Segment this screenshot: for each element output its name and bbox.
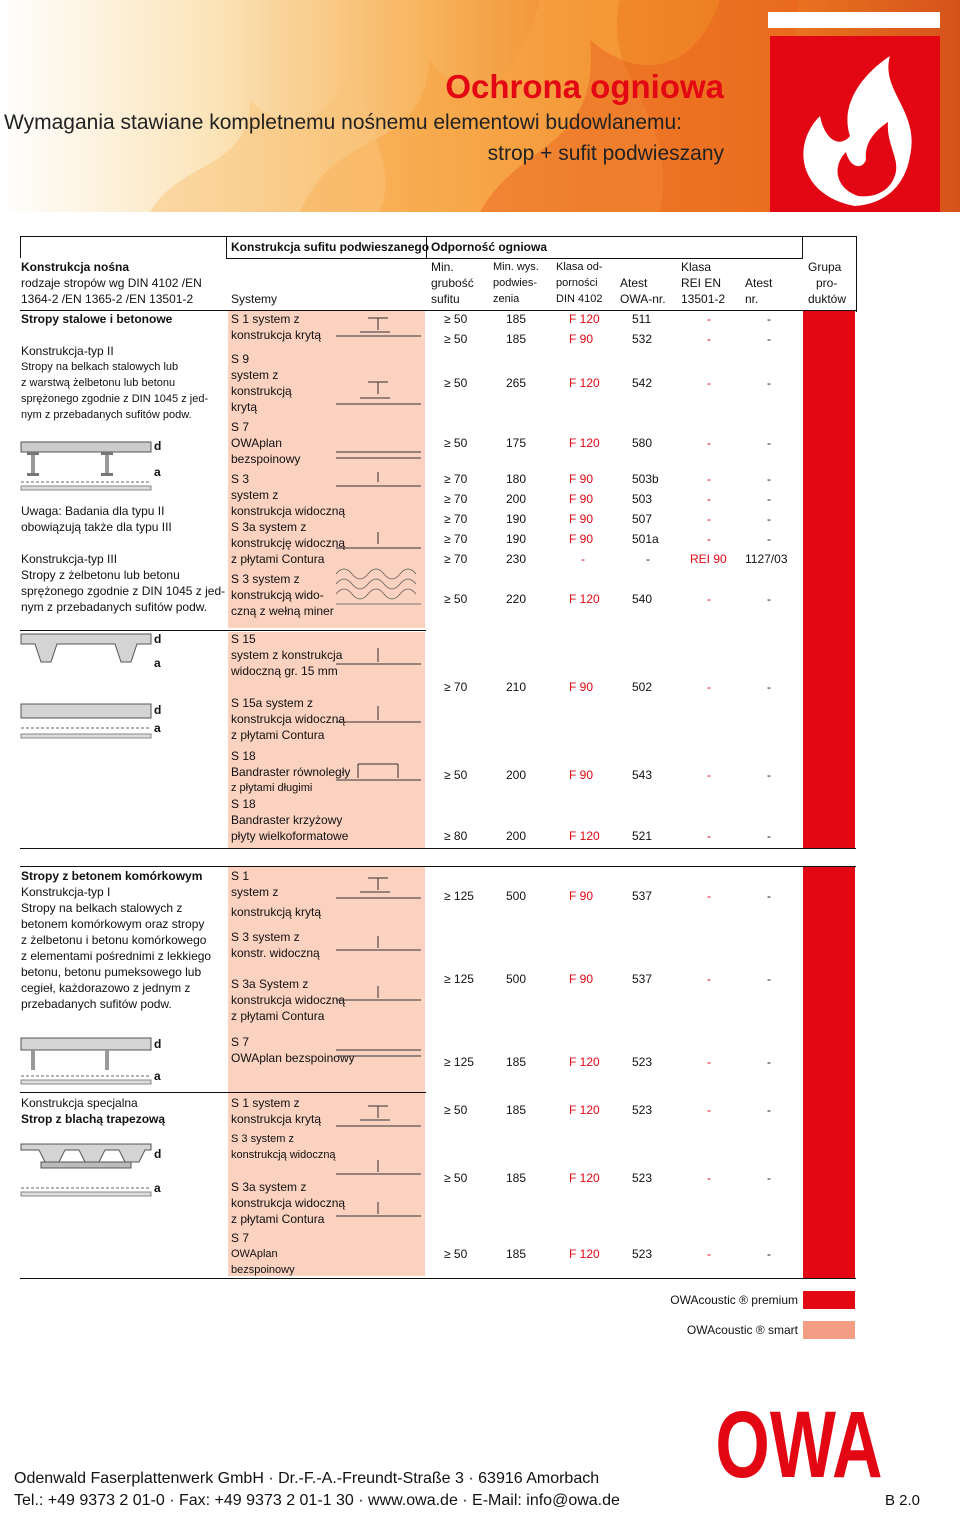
dim-label-a-4: a	[154, 1069, 161, 1083]
product-group-bar-2	[803, 866, 855, 1278]
header-min-height-1: Min. wys.	[493, 261, 539, 273]
s1-row-11-nr: -	[767, 768, 771, 782]
s3-row-0-owa: 523	[632, 1103, 653, 1117]
s1-row-7-min: ≥ 70	[444, 532, 468, 546]
dim-label-a-2: a	[154, 656, 161, 670]
s1-row-5-min: ≥ 70	[444, 492, 468, 506]
s1-row-12-min: ≥ 80	[444, 829, 468, 843]
s1-row-0-min: ≥ 50	[444, 312, 468, 326]
s1-row-8-din: -	[581, 552, 585, 566]
s1-row-5-din: F 90	[569, 492, 594, 506]
s1-row-0-nr: -	[767, 312, 771, 326]
header-atest-nr-1: Atest	[745, 276, 773, 290]
s1-row-4-min: ≥ 70	[444, 472, 468, 486]
col-divider-3	[802, 236, 803, 258]
header-atest-nr-2: nr.	[745, 292, 759, 306]
footer-address: Odenwald Faserplattenwerk GmbH · Dr.-F.-A.-Freundt-Straße 3 · 63916 Amorbach	[14, 1470, 600, 1487]
footer-contact: Tel.: +49 9373 2 01-0 · Fax: +49 9373 2 01-1 30 · www.owa.de · E-Mail: info@owa.de	[14, 1492, 620, 1509]
s1-row-9-din: F 120	[569, 592, 600, 606]
trapezoid-deck-sketch	[21, 1140, 151, 1200]
s1-row-8-h: 230	[506, 552, 527, 566]
section2-desc-3: z żelbetonu i betonu komórkowego	[21, 933, 207, 947]
s1-sys3-l1: system z	[231, 488, 279, 502]
s2-sys2-l2: z płytami Contura	[231, 1009, 325, 1023]
col-divider-1	[226, 236, 227, 258]
s3-sys2-l1: konstrukcja widoczną	[231, 1196, 346, 1210]
s1-row-10-rei: -	[707, 680, 711, 694]
s1-row-12-nr: -	[767, 829, 771, 843]
header-class-din-3: DIN 4102	[556, 293, 603, 305]
s1-sys1-l2: konstrukcją	[231, 384, 292, 398]
s1-row-12-din: F 120	[569, 829, 600, 843]
s1-sys3-l2: konstrukcja widoczną	[231, 504, 346, 518]
s3-row-1-nr: -	[767, 1171, 771, 1185]
s1-row-10-din: F 90	[569, 680, 594, 694]
s1-row-5-rei: -	[707, 492, 711, 506]
s3-row-2-nr: -	[767, 1247, 771, 1261]
s1-row-2-din: F 120	[569, 376, 600, 390]
s1-row-8-min: ≥ 70	[444, 552, 468, 566]
s3-sys2-l2: z płytami Contura	[231, 1212, 325, 1226]
header-col2-group: Konstrukcja sufitu podwieszanego	[231, 240, 430, 254]
s1-row-7-owa: 501a	[632, 532, 659, 546]
s1-row-1-nr: -	[767, 332, 771, 346]
s2-row-2-rei: -	[707, 1055, 711, 1069]
s1-sys8-l0: S 18	[231, 749, 256, 763]
s3-row-1-din: F 120	[569, 1171, 600, 1185]
s1-sys7-l1: konstrukcja widoczną	[231, 712, 346, 726]
section1-desc2-1: Stropy z żelbetonu lub betonu	[21, 568, 180, 582]
s3-sys3-l2: bezspoinowy	[231, 1264, 295, 1276]
s1-row-3-din: F 120	[569, 436, 600, 450]
s1-row-11-h: 200	[506, 768, 527, 782]
header-class-din-2: porności	[556, 277, 598, 289]
page-number: B 2.0	[884, 1492, 920, 1509]
s1-sys2-l1: OWAplan	[231, 436, 282, 450]
s2-sys3-l0: S 7	[231, 1035, 250, 1049]
s1-sys5-l2: czną z wełną miner	[231, 604, 334, 618]
legend-smart-swatch	[803, 1321, 855, 1339]
dim-label-d-4: d	[154, 1037, 162, 1051]
header-group-2: pro-	[816, 276, 838, 290]
s1-row-2-rei: -	[707, 376, 711, 390]
s3-row-0-h: 185	[506, 1103, 527, 1117]
section2-desc-7: przebadanych sufitów podw.	[21, 997, 172, 1011]
legend-premium-swatch	[803, 1291, 855, 1309]
header-col2-sub: Systemy	[231, 292, 278, 306]
s1-sys2-l2: bezspoinowy	[231, 452, 301, 466]
s1-row-10-h: 210	[506, 680, 527, 694]
s2-sys3-l1: OWAplan bezspoinowy	[231, 1051, 355, 1065]
s3-sys3-l1: OWAplan	[231, 1248, 278, 1260]
s1-row-9-nr: -	[767, 592, 771, 606]
section2-desc-2: betonem komórkowym oraz stropy	[21, 917, 205, 931]
s3-sys3-l0: S 7	[231, 1231, 250, 1245]
header-group-1: Grupa	[808, 260, 842, 274]
s2-row-1-min: ≥ 125	[444, 972, 474, 986]
s1-row-11-rei: -	[707, 768, 711, 782]
s2-row-1-rei: -	[707, 972, 711, 986]
s2-row-1-owa: 537	[632, 972, 653, 986]
s1-row-11-owa: 543	[632, 768, 653, 782]
header-banner	[0, 0, 960, 212]
aerated-concrete-sketch	[21, 1036, 151, 1086]
s1-row-7-h: 190	[506, 532, 527, 546]
s3-row-1-h: 185	[506, 1171, 527, 1185]
s1-row-0-h: 185	[506, 312, 527, 326]
s3-row-1-min: ≥ 50	[444, 1171, 468, 1185]
header-col3-group: Odporność ogniowa	[431, 240, 547, 254]
s1-row-6-nr: -	[767, 512, 771, 526]
s1-row-9-h: 220	[506, 592, 527, 606]
section3-title1: Konstrukcja specjalna	[21, 1096, 138, 1110]
s1-row-1-din: F 90	[569, 332, 594, 346]
s1-row-11-min: ≥ 50	[444, 768, 468, 782]
header-atest-owa-2: OWA-nr.	[620, 292, 666, 306]
s1-row-1-owa: 532	[632, 332, 653, 346]
s3-sys1-l1: konstrukcją widoczną	[231, 1149, 336, 1161]
s3-row-0-nr: -	[767, 1103, 771, 1117]
col-divider-4	[856, 236, 857, 312]
section2-desc-6: cegieł, każdorazowo z jednym z	[21, 981, 191, 995]
s3-row-2-din: F 120	[569, 1247, 600, 1261]
s1-sys5-l0: S 3 system z	[231, 572, 300, 586]
s2-sys0-l1: system z	[231, 885, 279, 899]
s2-row-2-nr: -	[767, 1055, 771, 1069]
s2-sys0-l0: S 1	[231, 869, 250, 883]
s3-sys1-l0: S 3 system z	[231, 1133, 294, 1145]
flame-logo-icon	[770, 36, 940, 212]
s2-row-2-owa: 523	[632, 1055, 653, 1069]
header-class-rei-2: REI EN	[681, 276, 722, 290]
s2-row-0-nr: -	[767, 889, 771, 903]
s1-row-11-din: F 90	[569, 768, 594, 782]
s1-row-3-nr: -	[767, 436, 771, 450]
s1-row-1-rei: -	[707, 332, 711, 346]
s3-row-1-rei: -	[707, 1171, 711, 1185]
legend-premium-label: OWAcoustic ® premium	[670, 1293, 798, 1307]
s1-row-8-nr: 1127/03	[745, 552, 788, 566]
s1-row-7-din: F 90	[569, 532, 594, 546]
ceiling-sketches	[328, 312, 423, 842]
header-min-thick-3: sufitu	[431, 292, 460, 306]
s1-row-2-nr: -	[767, 376, 771, 390]
section1-note-1: obowiązują także dla typu III	[21, 520, 172, 534]
header-group-3: duktów	[808, 292, 847, 306]
s3-sys0-l0: S 1 system z	[231, 1096, 300, 1110]
dim-label-d-2: d	[154, 632, 162, 646]
s1-row-10-nr: -	[767, 680, 771, 694]
header-class-din-1: Klasa od-	[556, 261, 603, 273]
s1-row-8-rei: REI 90	[690, 552, 727, 566]
s1-row-6-rei: -	[707, 512, 711, 526]
s1-row-5-h: 200	[506, 492, 527, 506]
dim-label-d-1: d	[154, 439, 162, 453]
s1-row-3-rei: -	[707, 436, 711, 450]
s1-sys6-l0: S 15	[231, 632, 256, 646]
header-col1-title: Konstrukcja nośna	[21, 260, 130, 274]
table-top-line	[20, 236, 856, 237]
section2-desc-1: Stropy na belkach stalowych z	[21, 901, 183, 915]
s2-row-0-din: F 90	[569, 889, 594, 903]
s2-sys2-l1: konstrukcja widoczną	[231, 993, 346, 1007]
page-title: Ochrona ogniowa	[445, 68, 724, 105]
s1-row-2-min: ≥ 50	[444, 376, 468, 390]
s1-sys8-l3: S 18	[231, 797, 256, 811]
s1-row-6-din: F 90	[569, 512, 594, 526]
dim-label-a-5: a	[154, 1181, 161, 1195]
section1-desc2-2: sprężonego zgodnie z DIN 1045 z jed-	[21, 584, 226, 598]
s2-row-1-nr: -	[767, 972, 771, 986]
s3-row-0-rei: -	[707, 1103, 711, 1117]
legend-smart-label: OWAcoustic ® smart	[686, 1323, 798, 1337]
svg-text:OWA: OWA	[715, 1391, 883, 1498]
s3-row-2-rei: -	[707, 1247, 711, 1261]
s1-row-10-owa: 502	[632, 680, 653, 694]
s1-sys4-l2: z płytami Contura	[231, 552, 325, 566]
s1-sys1-l3: krytą	[231, 400, 258, 414]
s3-row-1-owa: 523	[632, 1171, 653, 1185]
section1-desc2-0: Konstrukcja-typ III	[21, 552, 118, 566]
table-bottom-line	[20, 1278, 856, 1279]
section2-desc-0: Konstrukcja-typ I	[21, 885, 111, 899]
s1-row-1-min: ≥ 50	[444, 332, 468, 346]
dim-label-a-3: a	[154, 721, 161, 735]
table-left-line	[20, 236, 21, 258]
s1-sys5-l1: konstrukcją wido-	[231, 588, 324, 602]
concrete-beam-sketch	[21, 632, 151, 672]
s2-row-0-owa: 537	[632, 889, 653, 903]
s2-row-0-min: ≥ 125	[444, 889, 474, 903]
s1-row-12-h: 200	[506, 829, 527, 843]
s2-row-2-min: ≥ 125	[444, 1055, 474, 1069]
s1-row-6-h: 190	[506, 512, 527, 526]
s1-row-0-owa: 511	[632, 312, 652, 326]
s1-row-6-min: ≥ 70	[444, 512, 468, 526]
s1-row-5-nr: -	[767, 492, 771, 506]
s1-row-12-rei: -	[707, 829, 711, 843]
s3-row-2-min: ≥ 50	[444, 1247, 468, 1261]
s1-row-4-nr: -	[767, 472, 771, 486]
s2-sys1-l1: konstr. widoczną	[231, 946, 320, 960]
s3-row-0-min: ≥ 50	[444, 1103, 468, 1117]
header-min-thick-2: grubość	[431, 276, 474, 290]
header-min-height-2: podwies-	[493, 277, 538, 289]
section1-desc2-3: nym z przebadanych sufitów podw.	[21, 600, 208, 614]
s2-row-0-h: 500	[506, 889, 527, 903]
header-col1-sub1: rodzaje stropów wg DIN 4102 /EN	[21, 276, 202, 290]
s1-sys8-l1: Bandraster równoległy	[231, 765, 351, 779]
section1-note-0: Uwaga: Badania dla typu II	[21, 504, 165, 518]
section2-title: Stropy z betonem komórkowym	[21, 869, 203, 883]
s1-row-3-h: 175	[506, 436, 527, 450]
page-subtitle-line2: strop + sufit podwieszany	[487, 142, 724, 165]
header-min-height-3: zenia	[493, 293, 520, 305]
s1-sys4-l1: konstrukcję widoczną	[231, 536, 346, 550]
s1-row-8-owa: -	[646, 552, 650, 566]
s3-row-0-din: F 120	[569, 1103, 600, 1117]
s1-sys0-l0: S 1 system z	[231, 312, 300, 326]
section1-bottom-line	[20, 848, 856, 849]
s3-row-2-h: 185	[506, 1247, 527, 1261]
s1-row-4-h: 180	[506, 472, 527, 486]
s1-row-7-rei: -	[707, 532, 711, 546]
s1-sys8-l5: płyty wielkoformatowe	[231, 829, 349, 843]
s1-row-1-h: 185	[506, 332, 527, 346]
header-white-bar	[768, 12, 940, 28]
s2-row-1-din: F 90	[569, 972, 594, 986]
header-col1-sub2: 1364-2 /EN 1365-2 /EN 13501-2	[21, 292, 194, 306]
header-atest-owa-1: Atest	[620, 276, 648, 290]
s2-sys2-l0: S 3a System z	[231, 977, 309, 991]
s1-sys4-l0: S 3a system z	[231, 520, 307, 534]
s1-row-4-rei: -	[707, 472, 711, 486]
s1-row-6-owa: 507	[632, 512, 653, 526]
s1-sys2-l0: S 7	[231, 420, 250, 434]
s1-row-7-nr: -	[767, 532, 771, 546]
s1-sys1-l0: S 9	[231, 352, 250, 366]
page-subtitle-line1: Wymagania stawiane kompletnemu nośnemu elementowi budowlanemu:	[4, 111, 683, 134]
s1-sys7-l0: S 15a system z	[231, 696, 314, 710]
section1-desc-2: z warstwą żelbetonu lub betonu	[21, 377, 176, 389]
section1-desc-1: Stropy na belkach stalowych lub	[21, 361, 179, 373]
s1-row-0-rei: -	[707, 312, 711, 326]
s2-row-2-h: 185	[506, 1055, 527, 1069]
section1-title: Stropy stalowe i betonowe	[21, 312, 173, 326]
s1-sys0-l1: konstrukcja krytą	[231, 328, 322, 342]
s3-sys0-l1: konstrukcja krytą	[231, 1112, 322, 1126]
s1-row-2-h: 265	[506, 376, 527, 390]
s1-row-9-min: ≥ 50	[444, 592, 468, 606]
s1-row-12-owa: 521	[632, 829, 653, 843]
s1-row-9-owa: 540	[632, 592, 653, 606]
section2-desc-5: betonu, betonu pumeksowego lub	[21, 965, 202, 979]
s1-sys8-l2: z płytami długimi	[231, 782, 313, 794]
s1-row-9-rei: -	[707, 592, 711, 606]
dim-label-d-5: d	[154, 1147, 162, 1161]
s1-sys6-l1: system z konstrukcja	[231, 648, 343, 662]
product-group-bar-1	[803, 310, 855, 848]
s1-row-4-owa: 503b	[632, 472, 659, 486]
owa-logo	[715, 1365, 883, 1498]
dim-label-d-3: d	[154, 703, 162, 717]
s2-row-2-din: F 120	[569, 1055, 600, 1069]
header-class-rei-1: Klasa	[681, 260, 712, 274]
s1-sys3-l0: S 3	[231, 472, 250, 486]
s3-row-2-owa: 523	[632, 1247, 653, 1261]
concrete-slab-sketch	[21, 700, 151, 740]
s1-row-2-owa: 542	[632, 376, 653, 390]
s2-row-0-rei: -	[707, 889, 711, 903]
section1-desc-3: sprężonego zgodnie z DIN 1045 z jed-	[21, 393, 209, 405]
s1-sys1-l1: system z	[231, 368, 279, 382]
header-min-thick-1: Min.	[431, 260, 454, 274]
section1-desc-0: Konstrukcja-typ II	[21, 344, 114, 358]
s1-row-0-din: F 120	[569, 312, 600, 326]
s2-sys0-l2: konstrukcją krytą	[231, 905, 322, 919]
s1-row-3-owa: 580	[632, 436, 653, 450]
s2-row-1-h: 500	[506, 972, 527, 986]
s1-row-10-min: ≥ 70	[444, 680, 468, 694]
s3-sys2-l0: S 3a system z	[231, 1180, 307, 1194]
header-class-rei-3: 13501-2	[681, 292, 726, 306]
dim-label-a-1: a	[154, 465, 161, 479]
s1-sys8-l4: Bandraster krzyżowy	[231, 813, 343, 827]
s1-sys7-l2: z płytami Contura	[231, 728, 325, 742]
s2-sys1-l0: S 3 system z	[231, 930, 300, 944]
section3-title2: Strop z blachą trapezową	[21, 1112, 166, 1126]
s1-row-3-min: ≥ 50	[444, 436, 468, 450]
s1-row-5-owa: 503	[632, 492, 653, 506]
s1-row-4-din: F 90	[569, 472, 594, 486]
section1-desc-4: nym z przebadanych sufitów podw.	[21, 409, 192, 421]
section2-desc-4: z elementami pośrednimi z lekkiego	[21, 949, 212, 963]
section2-top-line	[20, 866, 856, 867]
s1-sys6-l2: widoczną gr. 15 mm	[231, 664, 338, 678]
beam-steel-sketch	[21, 438, 151, 494]
